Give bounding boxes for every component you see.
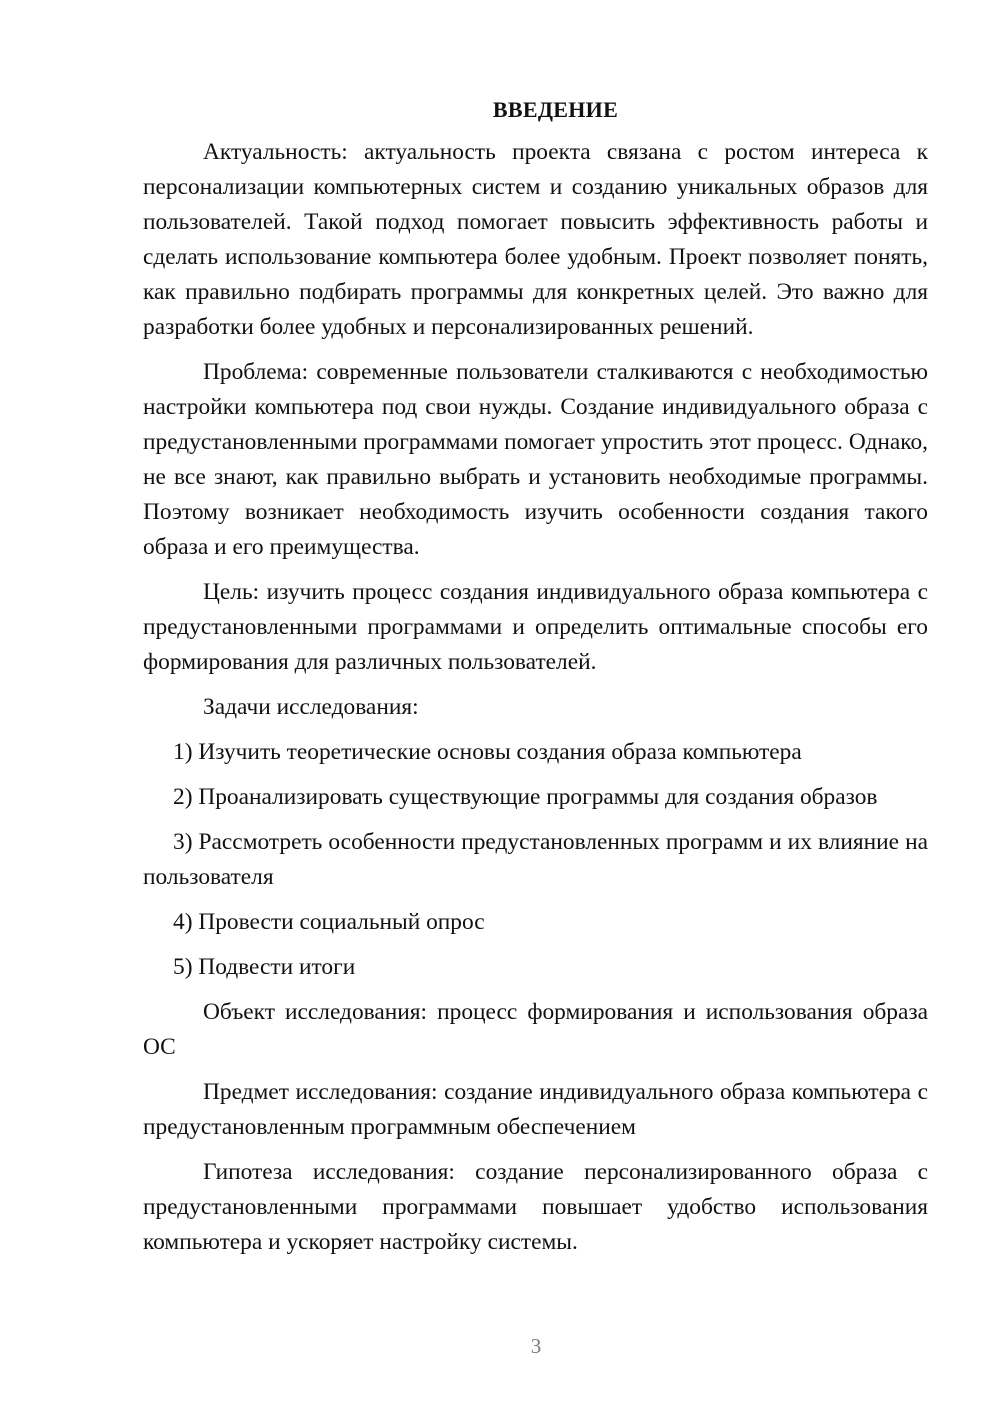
page-number: 3 xyxy=(530,1334,542,1358)
paragraph-problem: Проблема: современные пользователи сталкиваются с необходимостью настройки компьютера под свои нужды. Создание индивидуального образа с предустановленными программами помогает упростить этот процесс. Однако, не все знают, как правильно выбрать и установить необходимые программы. Поэтому возникает необходимость изучить особенности создания такого образа и его преимущества. xyxy=(143,359,928,560)
page-content xyxy=(143,95,928,1270)
paragraph-relevance: Актуальность: актуальность проекта связана с ростом интереса к персонализации компьютерных систем и созданию уникальных образов для пользователей. Такой подход помогает повысить эффективность работы и сделать использование компьютера более удобным. Проект позволяет понять, как правильно подбирать программы для конкретных целей. Это важно для разработки более удобных и персонализированных решений. xyxy=(143,139,928,340)
paragraph-goal: Цель: изучить процесс создания индивидуального образа компьютера с предустановленными программами и определить оптимальные способы его формирования для различных пользователей. xyxy=(143,579,928,675)
task-item: 5) Подвести итоги xyxy=(173,954,356,980)
paragraph-hypothesis: Гипотеза исследования: создание персонализированного образа с предустановленными программами повышает удобство использования компьютера и ускоряет настройку системы. xyxy=(143,1159,928,1255)
paragraph-object: Объект исследования: процесс формирования и использования образа ОС xyxy=(143,999,928,1060)
section-title: ВВЕДЕНИЕ xyxy=(492,97,619,122)
task-item: 2) Проанализировать существующие программы для создания образов xyxy=(173,784,878,810)
task-item: 4) Провести социальный опрос xyxy=(173,909,485,935)
tasks-heading: Задачи исследования: xyxy=(203,694,419,720)
task-item: 3) Рассмотреть особенности предустановленных программ и их влияние на пользователя xyxy=(143,829,928,890)
paragraph-subject: Предмет исследования: создание индивидуального образа компьютера с предустановленным программным обеспечением xyxy=(143,1079,928,1140)
task-item: 1) Изучить теоретические основы создания образа компьютера xyxy=(173,739,802,765)
